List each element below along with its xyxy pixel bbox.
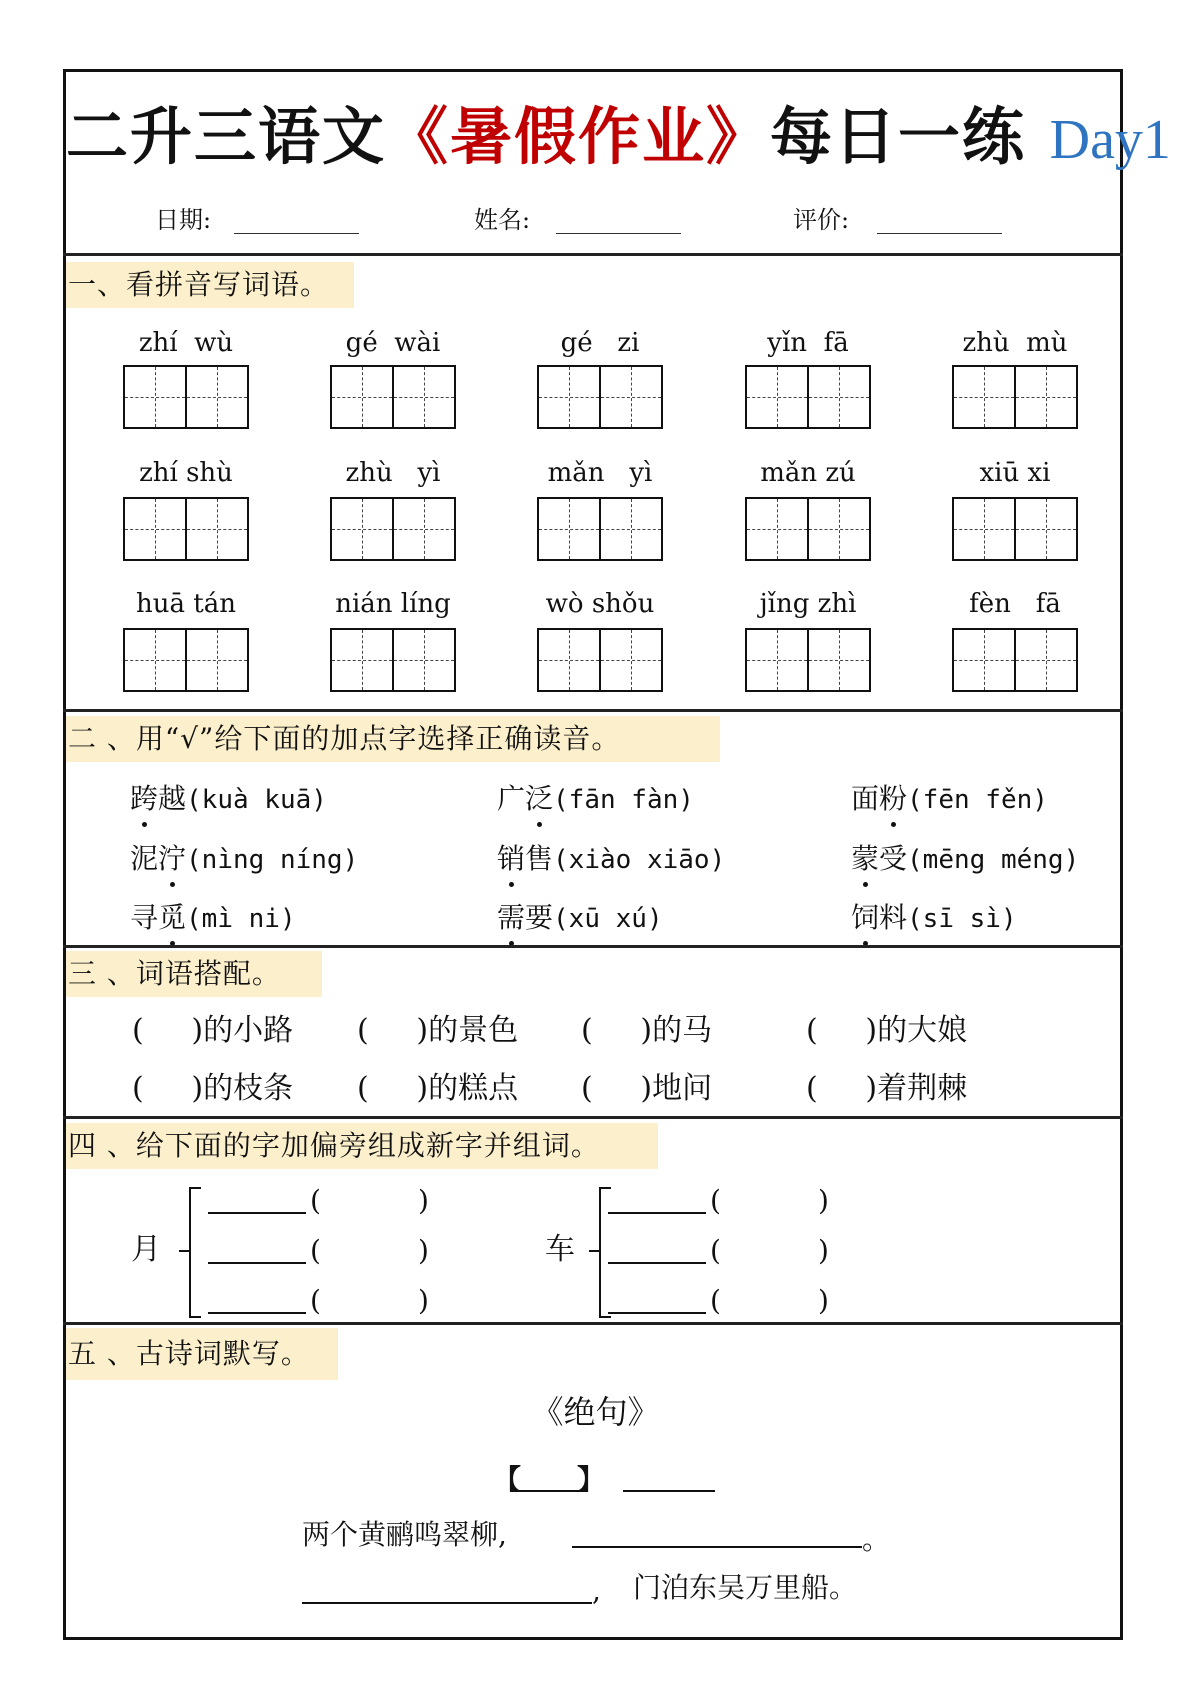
char: 面 xyxy=(851,782,880,815)
dotted-char: 跨 xyxy=(130,779,158,819)
char: 售 xyxy=(525,842,554,875)
base-char: 月 xyxy=(131,1232,161,1267)
section3-heading: 三 、词语搭配。 xyxy=(66,951,322,997)
brace xyxy=(189,1187,201,1318)
pinyin-label: nián líng xyxy=(335,589,451,619)
char: 料 xyxy=(879,901,908,934)
pinyin-label: xiū xi xyxy=(979,458,1051,488)
page-title xyxy=(66,92,1171,182)
paren-close: ) xyxy=(418,1234,429,1267)
pinyin-label: fèn fā xyxy=(969,589,1061,619)
poem-line-2: 门泊东吴万里船。 xyxy=(633,1571,858,1604)
name-label: 姓名: xyxy=(474,206,531,234)
paren-close: ) xyxy=(818,1184,829,1217)
pinyin-options[interactable]: (xiào xiāo) xyxy=(553,845,726,875)
new-char-blank[interactable] xyxy=(608,1312,706,1314)
pinyin-options[interactable]: (mì ni) xyxy=(186,904,296,934)
title-day: Day1 xyxy=(1049,109,1171,171)
new-char-blank[interactable] xyxy=(208,1262,306,1264)
divider xyxy=(63,1322,1123,1325)
dynasty-blank[interactable] xyxy=(518,1490,580,1492)
match-item[interactable]: ( )的景色 xyxy=(357,1013,519,1048)
char: 越 xyxy=(158,782,187,815)
grade-label: 评价: xyxy=(793,206,850,234)
poem-title: 《绝句》 xyxy=(531,1393,660,1431)
dotted-char: 蒙 xyxy=(851,839,879,879)
pinyin-options[interactable]: (sī sì) xyxy=(907,904,1017,934)
writing-grid[interactable] xyxy=(537,628,663,692)
paren-close: ) xyxy=(418,1284,429,1317)
pinyin-label: jǐng zhì xyxy=(759,589,857,619)
match-item[interactable]: ( )的枝条 xyxy=(132,1071,294,1106)
pinyin-label: wò shǒu xyxy=(545,589,655,619)
paren-close: ) xyxy=(418,1184,429,1217)
paren-open: ( xyxy=(310,1284,321,1317)
writing-grid[interactable] xyxy=(952,628,1078,692)
pinyin-label: zhù yì xyxy=(345,458,441,488)
pinyin-label: yǐn fā xyxy=(767,328,849,358)
grade-field[interactable] xyxy=(877,233,1002,234)
writing-grid[interactable] xyxy=(123,365,249,429)
new-char-blank[interactable] xyxy=(208,1312,306,1314)
paren-open: ( xyxy=(710,1284,721,1317)
pinyin-label: zhù mù xyxy=(962,328,1068,358)
match-item[interactable]: ( )的糕点 xyxy=(357,1071,519,1106)
char: 寻 xyxy=(130,901,159,934)
pinyin-label: mǎn yì xyxy=(547,458,653,488)
title-suffix: 每日一练 xyxy=(770,100,1050,173)
dotted-char: 粉 xyxy=(879,779,907,819)
reading-item xyxy=(851,839,1079,880)
writing-grid[interactable] xyxy=(330,497,456,561)
match-item[interactable]: ( )着荆棘 xyxy=(806,1071,968,1106)
pinyin-label: gé zi xyxy=(560,328,640,358)
poem-line-1: 两个黄鹂鸣翠柳, xyxy=(302,1518,507,1551)
writing-grid[interactable] xyxy=(123,497,249,561)
pinyin-options[interactable]: (fēn fěn) xyxy=(907,785,1048,815)
writing-grid[interactable] xyxy=(745,365,871,429)
dotted-char: 饲 xyxy=(851,898,879,938)
poem-line-1-end: 。 xyxy=(862,1523,891,1556)
writing-grid[interactable] xyxy=(330,365,456,429)
writing-grid[interactable] xyxy=(330,628,456,692)
bracket-close: 】 xyxy=(577,1463,606,1496)
paren-close: ) xyxy=(818,1234,829,1267)
pinyin-label: gé wài xyxy=(345,328,441,358)
dotted-char: 觅 xyxy=(158,898,186,938)
pinyin-label: zhí shù xyxy=(139,458,233,488)
reading-item xyxy=(851,779,1048,820)
reading-item xyxy=(497,839,725,880)
writing-grid[interactable] xyxy=(537,365,663,429)
section4-heading: 四 、给下面的字加偏旁组成新字并组词。 xyxy=(66,1123,658,1169)
date-field[interactable] xyxy=(234,233,359,234)
pinyin-options[interactable]: (kuà kuā) xyxy=(186,785,327,815)
pinyin-label: huā tán xyxy=(136,589,236,619)
reading-item xyxy=(497,779,694,820)
reading-item xyxy=(130,779,327,820)
char: 泥 xyxy=(130,842,159,875)
name-field[interactable] xyxy=(556,233,681,234)
writing-grid[interactable] xyxy=(952,497,1078,561)
reading-item xyxy=(130,839,358,880)
dotted-char: 泞 xyxy=(158,839,186,879)
section5-heading: 五 、古诗词默写。 xyxy=(66,1328,338,1380)
section2-heading: 二 、用“√”给下面的加点字选择正确读音。 xyxy=(66,716,720,762)
match-item[interactable]: ( )地问 xyxy=(581,1071,713,1106)
reading-item xyxy=(130,898,296,939)
section1-heading: 一、看拼音写词语。 xyxy=(66,262,354,308)
pinyin-options[interactable]: (nìng níng) xyxy=(186,845,359,875)
new-char-blank[interactable] xyxy=(208,1212,306,1214)
poem-blank-1[interactable] xyxy=(572,1546,862,1548)
paren-open: ( xyxy=(310,1184,321,1217)
paren-open: ( xyxy=(710,1234,721,1267)
brace xyxy=(599,1187,611,1318)
match-item[interactable]: ( )的马 xyxy=(581,1013,713,1048)
dotted-char: 泛 xyxy=(525,779,553,819)
divider xyxy=(63,709,1123,712)
title-homework: 《暑假作业》 xyxy=(386,100,771,173)
new-char-blank[interactable] xyxy=(608,1262,706,1264)
base-char: 车 xyxy=(545,1232,575,1267)
paren-close: ) xyxy=(818,1284,829,1317)
divider xyxy=(63,945,1123,948)
char: 受 xyxy=(879,842,908,875)
bracket-open: 【 xyxy=(493,1463,522,1496)
writing-grid[interactable] xyxy=(537,497,663,561)
new-char-blank[interactable] xyxy=(608,1212,706,1214)
pinyin-options[interactable]: (fān fàn) xyxy=(553,785,694,815)
writing-grid[interactable] xyxy=(952,365,1078,429)
match-item[interactable]: ( )的大娘 xyxy=(806,1013,968,1048)
pinyin-options[interactable]: (mēng méng) xyxy=(907,845,1080,875)
char: 要 xyxy=(525,901,554,934)
paren-open: ( xyxy=(710,1184,721,1217)
char: 广 xyxy=(497,782,526,815)
pinyin-options[interactable]: (xū xú) xyxy=(553,904,663,934)
paren-open: ( xyxy=(310,1234,321,1267)
date-label: 日期: xyxy=(155,206,212,234)
pinyin-label: zhí wù xyxy=(138,328,234,358)
dotted-char: 需 xyxy=(497,898,525,938)
dotted-char: 销 xyxy=(497,839,525,879)
match-item[interactable]: ( )的小路 xyxy=(132,1013,294,1048)
pinyin-label: mǎn zú xyxy=(760,458,856,488)
writing-grid[interactable] xyxy=(745,628,871,692)
writing-grid[interactable] xyxy=(745,497,871,561)
poem-blank-2[interactable] xyxy=(302,1602,592,1604)
divider xyxy=(63,253,1123,256)
writing-grid[interactable] xyxy=(123,628,249,692)
title-prefix: 二升三语文 xyxy=(66,100,387,173)
reading-item xyxy=(497,898,663,939)
author-blank[interactable] xyxy=(623,1490,715,1492)
poem-line-2-comma: , xyxy=(592,1574,601,1607)
divider xyxy=(63,1116,1123,1119)
reading-item xyxy=(851,898,1017,939)
